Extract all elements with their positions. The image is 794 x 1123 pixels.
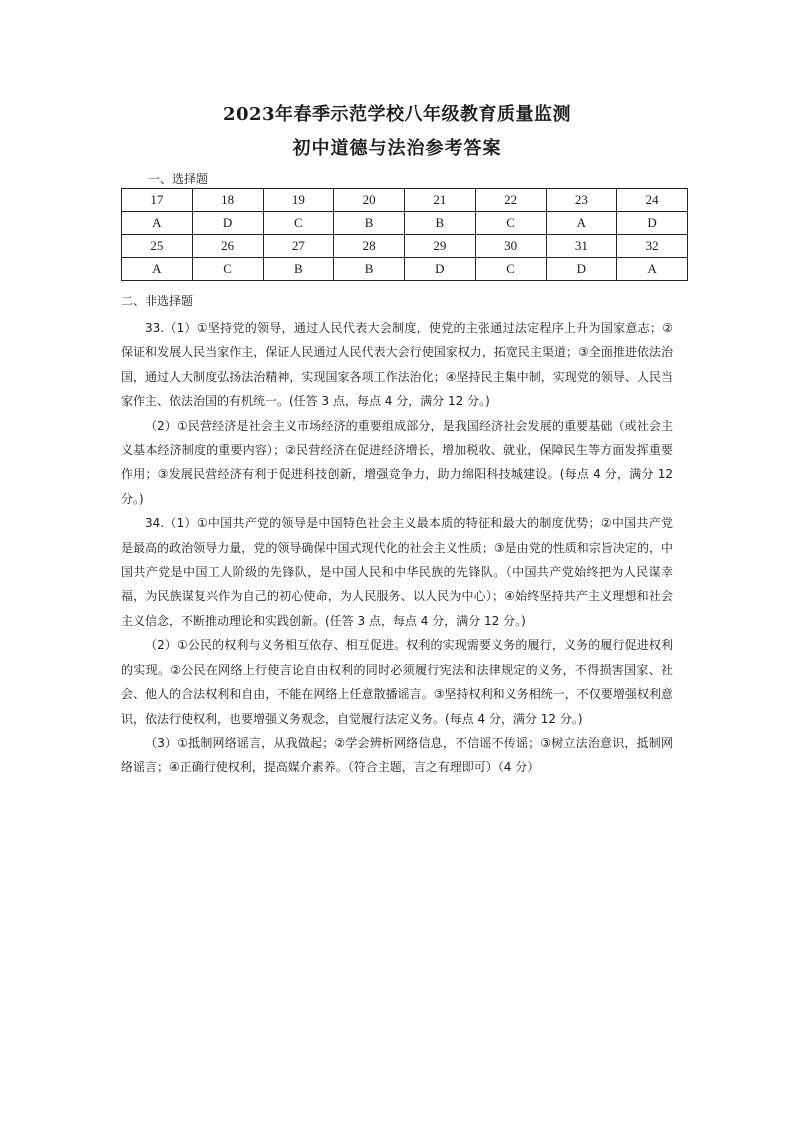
section-heading-nonchoice: 二、非选择题 [121,294,194,308]
answer-row [122,212,688,235]
answer-cell: B [263,258,334,281]
question-number-row [122,189,688,212]
answer-row [122,258,688,281]
answer-paragraph-33-2: （2）①民营经济是社会主义市场经济的重要组成部分，是我国经济社会发展的重要基础（或社会主义基本经济制度的重要内容）；②民营经济在促进经济增长，增加税收、就业，保障民生等方面发挥重要作用；③发展民营经济有利于促进科技创新，增强竞争力，助力绵阳科技城建设。(每点 4 分，满分 12 分。) [121,418,673,506]
question-number-cell: 29 [405,235,476,258]
question-number-cell: 28 [334,235,405,258]
answer-paragraph-34-2: （2）①公民的权利与义务相互依存、相互促进。权利的实现需要义务的履行，义务的履行促进权利的实现。②公民在网络上行使言论自由权利的同时必须履行宪法和法律规定的义务，不得损害国家、社会、他人的合法权利和自由，不能在网络上任意散播谣言。③坚持权利和义务相统一，不仅要增强权利意识，依法行使权利，也要增强义务观念，自觉履行法定义务。(每点 4 分，满分 12 分。) [121,638,673,726]
answer-cell: C [192,258,263,281]
choice-answer-table [121,188,688,281]
answer-paragraph-34-1: 34.（1）①中国共产党的领导是中国特色社会主义最本质的特征和最大的制度优势；②中国共产党是最高的政治领导力量，党的领导确保中国式现代化的社会主义性质；③是由党的性质和宗旨决定的，中国共产党是中国工人阶级的先锋队，是中国人民和中华民族的先锋队。（中国共产党始终把为人民谋幸福，为民族谋复兴作为自己的初心使命，为人民服务、以人民为中心）；④始终坚持共产主义理想和社会主义信念，不断推动理论和实践创新。(任答 3 点，每点 4 分，满分 12 分。) [121,516,673,628]
question-number-cell: 32 [617,235,688,258]
answer-cell: B [334,258,405,281]
answer-paragraph-33-1: 33.（1）①坚持党的领导，通过人民代表大会制度，使党的主张通过法定程序上升为国家意志；②保证和发展人民当家作主，保证人民通过人民代表大会行使国家权力，拓宽民主渠道；③全面推进依法治国，通过人大制度弘扬法治精神，实现国家各项工作法治化；④坚持民主集中制，实现党的领导、人民当家作主、依法治国的有机统一。(任答 3 点，每点 4 分，满分 12 分。) [121,321,673,409]
question-number-cell: 24 [617,189,688,212]
question-number-cell: 21 [405,189,476,212]
question-number-cell: 23 [546,189,617,212]
question-number-cell: 25 [122,235,193,258]
answer-cell: C [475,258,546,281]
answer-cell: D [192,212,263,235]
question-number-cell: 30 [475,235,546,258]
answer-cell: A [122,212,193,235]
answer-cell: C [263,212,334,235]
answer-cell: C [475,212,546,235]
answer-cell: A [122,258,193,281]
answer-cell: D [546,258,617,281]
answer-cell: A [617,258,688,281]
section-heading-choice: 一、选择题 [148,172,209,186]
document-subtitle: 初中道德与法治参考答案 [292,138,502,159]
question-number-cell: 27 [263,235,334,258]
nonchoice-answers [121,316,673,780]
question-number-cell: 17 [122,189,193,212]
answer-cell: D [617,212,688,235]
answer-paragraph-34-3: （3）①抵制网络谣言，从我做起；②学会辨析网络信息，不信谣不传谣；③树立法治意识，抵制网络谣言；④正确行使权利，提高媒介素养。（符合主题，言之有理即可）（4 分） [121,735,673,775]
document-title: 2023年春季示范学校八年级教育质量监测 [222,104,572,125]
question-number-cell: 20 [334,189,405,212]
question-number-cell: 26 [192,235,263,258]
question-number-row [122,235,688,258]
question-number-cell: 18 [192,189,263,212]
answer-cell: D [405,258,476,281]
answer-cell: A [546,212,617,235]
question-number-cell: 22 [475,189,546,212]
answer-cell: B [334,212,405,235]
answer-cell: B [405,212,476,235]
question-number-cell: 19 [263,189,334,212]
question-number-cell: 31 [546,235,617,258]
